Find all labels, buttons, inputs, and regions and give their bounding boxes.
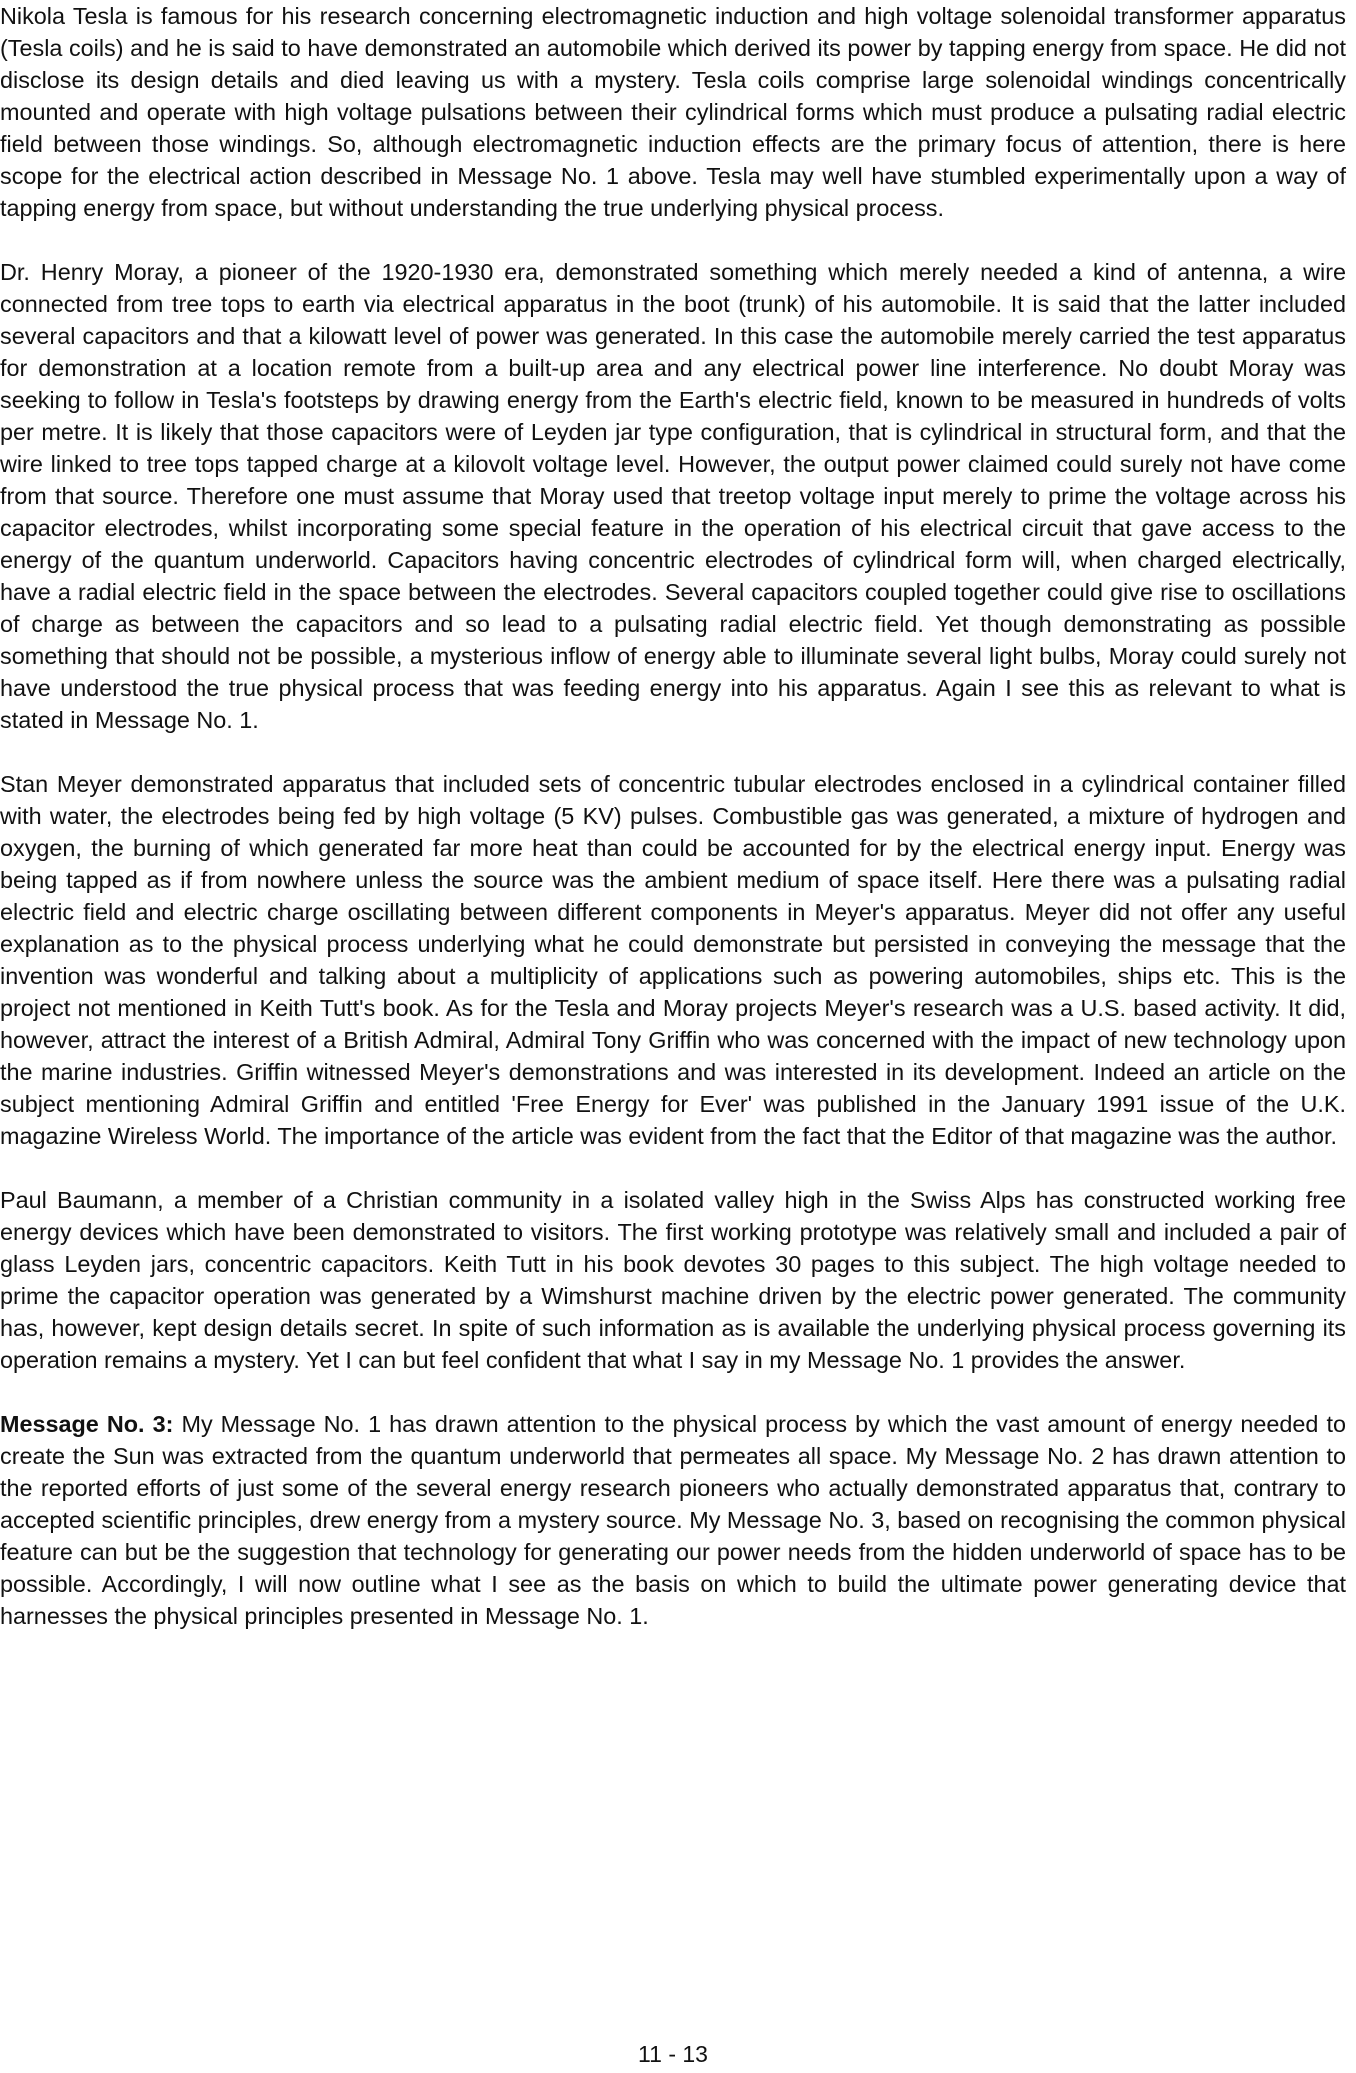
paragraph-moray xyxy=(0,256,1346,736)
paragraph-meyer xyxy=(0,768,1346,1152)
paragraph-tesla xyxy=(0,0,1346,224)
paragraph-text: Stan Meyer demonstrated apparatus that included sets of concentric tubular electrodes enclosed in a cylindrical container filled with water, the electrodes being fed by high voltage (5 KV) pulses. Combustible gas was generated, a mixture of hydrogen and oxygen, the burning of which generated far more heat than could be accounted for by the electrical energy input. Energy was being tapped as if from nowhere unless the source was the ambient medium of space itself. Here there was a pulsating radial electric field and electric charge oscillating between different components in Meyer's apparatus. Meyer did not offer any useful explanation as to the physical process underlying what he could demonstrate but persisted in conveying the message that the invention was wonderful and talking about a multiplicity of applications such as powering automobiles, ships etc. This is the project not mentioned in Keith Tutt's book. As for the Tesla and Moray projects Meyer's research was a U.S. based activity. It did, however, attract the interest of a British Admiral, Admiral Tony Griffin who was concerned with the impact of new technology upon the marine industries. Griffin witnessed Meyer's demonstrations and was interested in its development. Indeed an article on the subject mentioning Admiral Griffin and entitled 'Free Energy for Ever' was published in the January 1991 issue of the U.K. magazine Wireless World. The importance of the article was evident from the fact that the Editor of that magazine was the author. xyxy=(0,771,1346,1149)
paragraph-message-3 xyxy=(0,1408,1346,1632)
paragraph-baumann xyxy=(0,1184,1346,1376)
page-number: 11 - 13 xyxy=(638,2041,708,2067)
paragraph-text: Dr. Henry Moray, a pioneer of the 1920-1930 era, demonstrated something which merely needed a kind of antenna, a wire connected from tree tops to earth via electrical apparatus in the boot (trunk) of his automobile. It is said that the latter included several capacitors and that a kilowatt level of power was generated. In this case the automobile merely carried the test apparatus for demonstration at a location remote from a built-up area and any electrical power line interference. No doubt Moray was seeking to follow in Tesla's footsteps by drawing energy from the Earth's electric field, known to be measured in hundreds of volts per metre. It is likely that those capacitors were of Leyden jar type configuration, that is cylindrical in structural form, and that the wire linked to tree tops tapped charge at a kilovolt voltage level. However, the output power claimed could surely not have come from that source. Therefore one must assume that Moray used that treetop voltage input merely to prime the voltage across his capacitor electrodes, whilst incorporating some special feature in the operation of his electrical circuit that gave access to the energy of the quantum underworld. Capacitors having concentric electrodes of cylindrical form will, when charged electrically, have a radial electric field in the space between the electrodes. Several capacitors coupled together could give rise to oscillations of charge as between the capacitors and so lead to a pulsating radial electric field. Yet though demonstrating as possible something that should not be possible, a mysterious inflow of energy able to illuminate several light bulbs, Moray could surely not have understood the true physical process that was feeding energy into his apparatus. Again I see this as relevant to what is stated in Message No. 1. xyxy=(0,259,1346,733)
paragraph-text: Nikola Tesla is famous for his research concerning electromagnetic induction and high voltage solenoidal transformer apparatus (Tesla coils) and he is said to have demonstrated an automobile which derived its power by tapping energy from space. He did not disclose its design details and died leaving us with a mystery. Tesla coils comprise large solenoidal windings concentrically mounted and operate with high voltage pulsations between their cylindrical forms which must produce a pulsating radial electric field between those windings. So, although electromagnetic induction effects are the primary focus of attention, there is here scope for the electrical action described in Message No. 1 above. Tesla may well have stumbled experimentally upon a way of tapping energy from space, but without understanding the true underlying physical process. xyxy=(0,3,1346,221)
paragraph-text: My Message No. 1 has drawn attention to the physical process by which the vast amount of energy needed to create the Sun was extracted from the quantum underworld that permeates all space. My Message No. 2 has drawn attention to the reported efforts of just some of the several energy research pioneers who actually demonstrated apparatus that, contrary to accepted scientific principles, drew energy from a mystery source. My Message No. 3, based on recognising the common physical feature can but be the suggestion that technology for generating our power needs from the hidden underworld of space has to be possible. Accordingly, I will now outline what I see as the basis on which to build the ultimate power generating device that harnesses the physical principles presented in Message No. 1. xyxy=(0,1411,1346,1629)
paragraph-text: Paul Baumann, a member of a Christian community in a isolated valley high in the Swiss Alps has constructed working free energy devices which have been demonstrated to visitors. The first working prototype was relatively small and included a pair of glass Leyden jars, concentric capacitors. Keith Tutt in his book devotes 30 pages to this subject. The high voltage needed to prime the capacitor operation was generated by a Wimshurst machine driven by the electric power generated. The community has, however, kept design details secret. In spite of such information as is available the underlying physical process governing its operation remains a mystery. Yet I can but feel confident that what I say in my Message No. 1 provides the answer. xyxy=(0,1187,1346,1373)
paragraph-lead-heading: Message No. 3: xyxy=(0,1411,174,1437)
